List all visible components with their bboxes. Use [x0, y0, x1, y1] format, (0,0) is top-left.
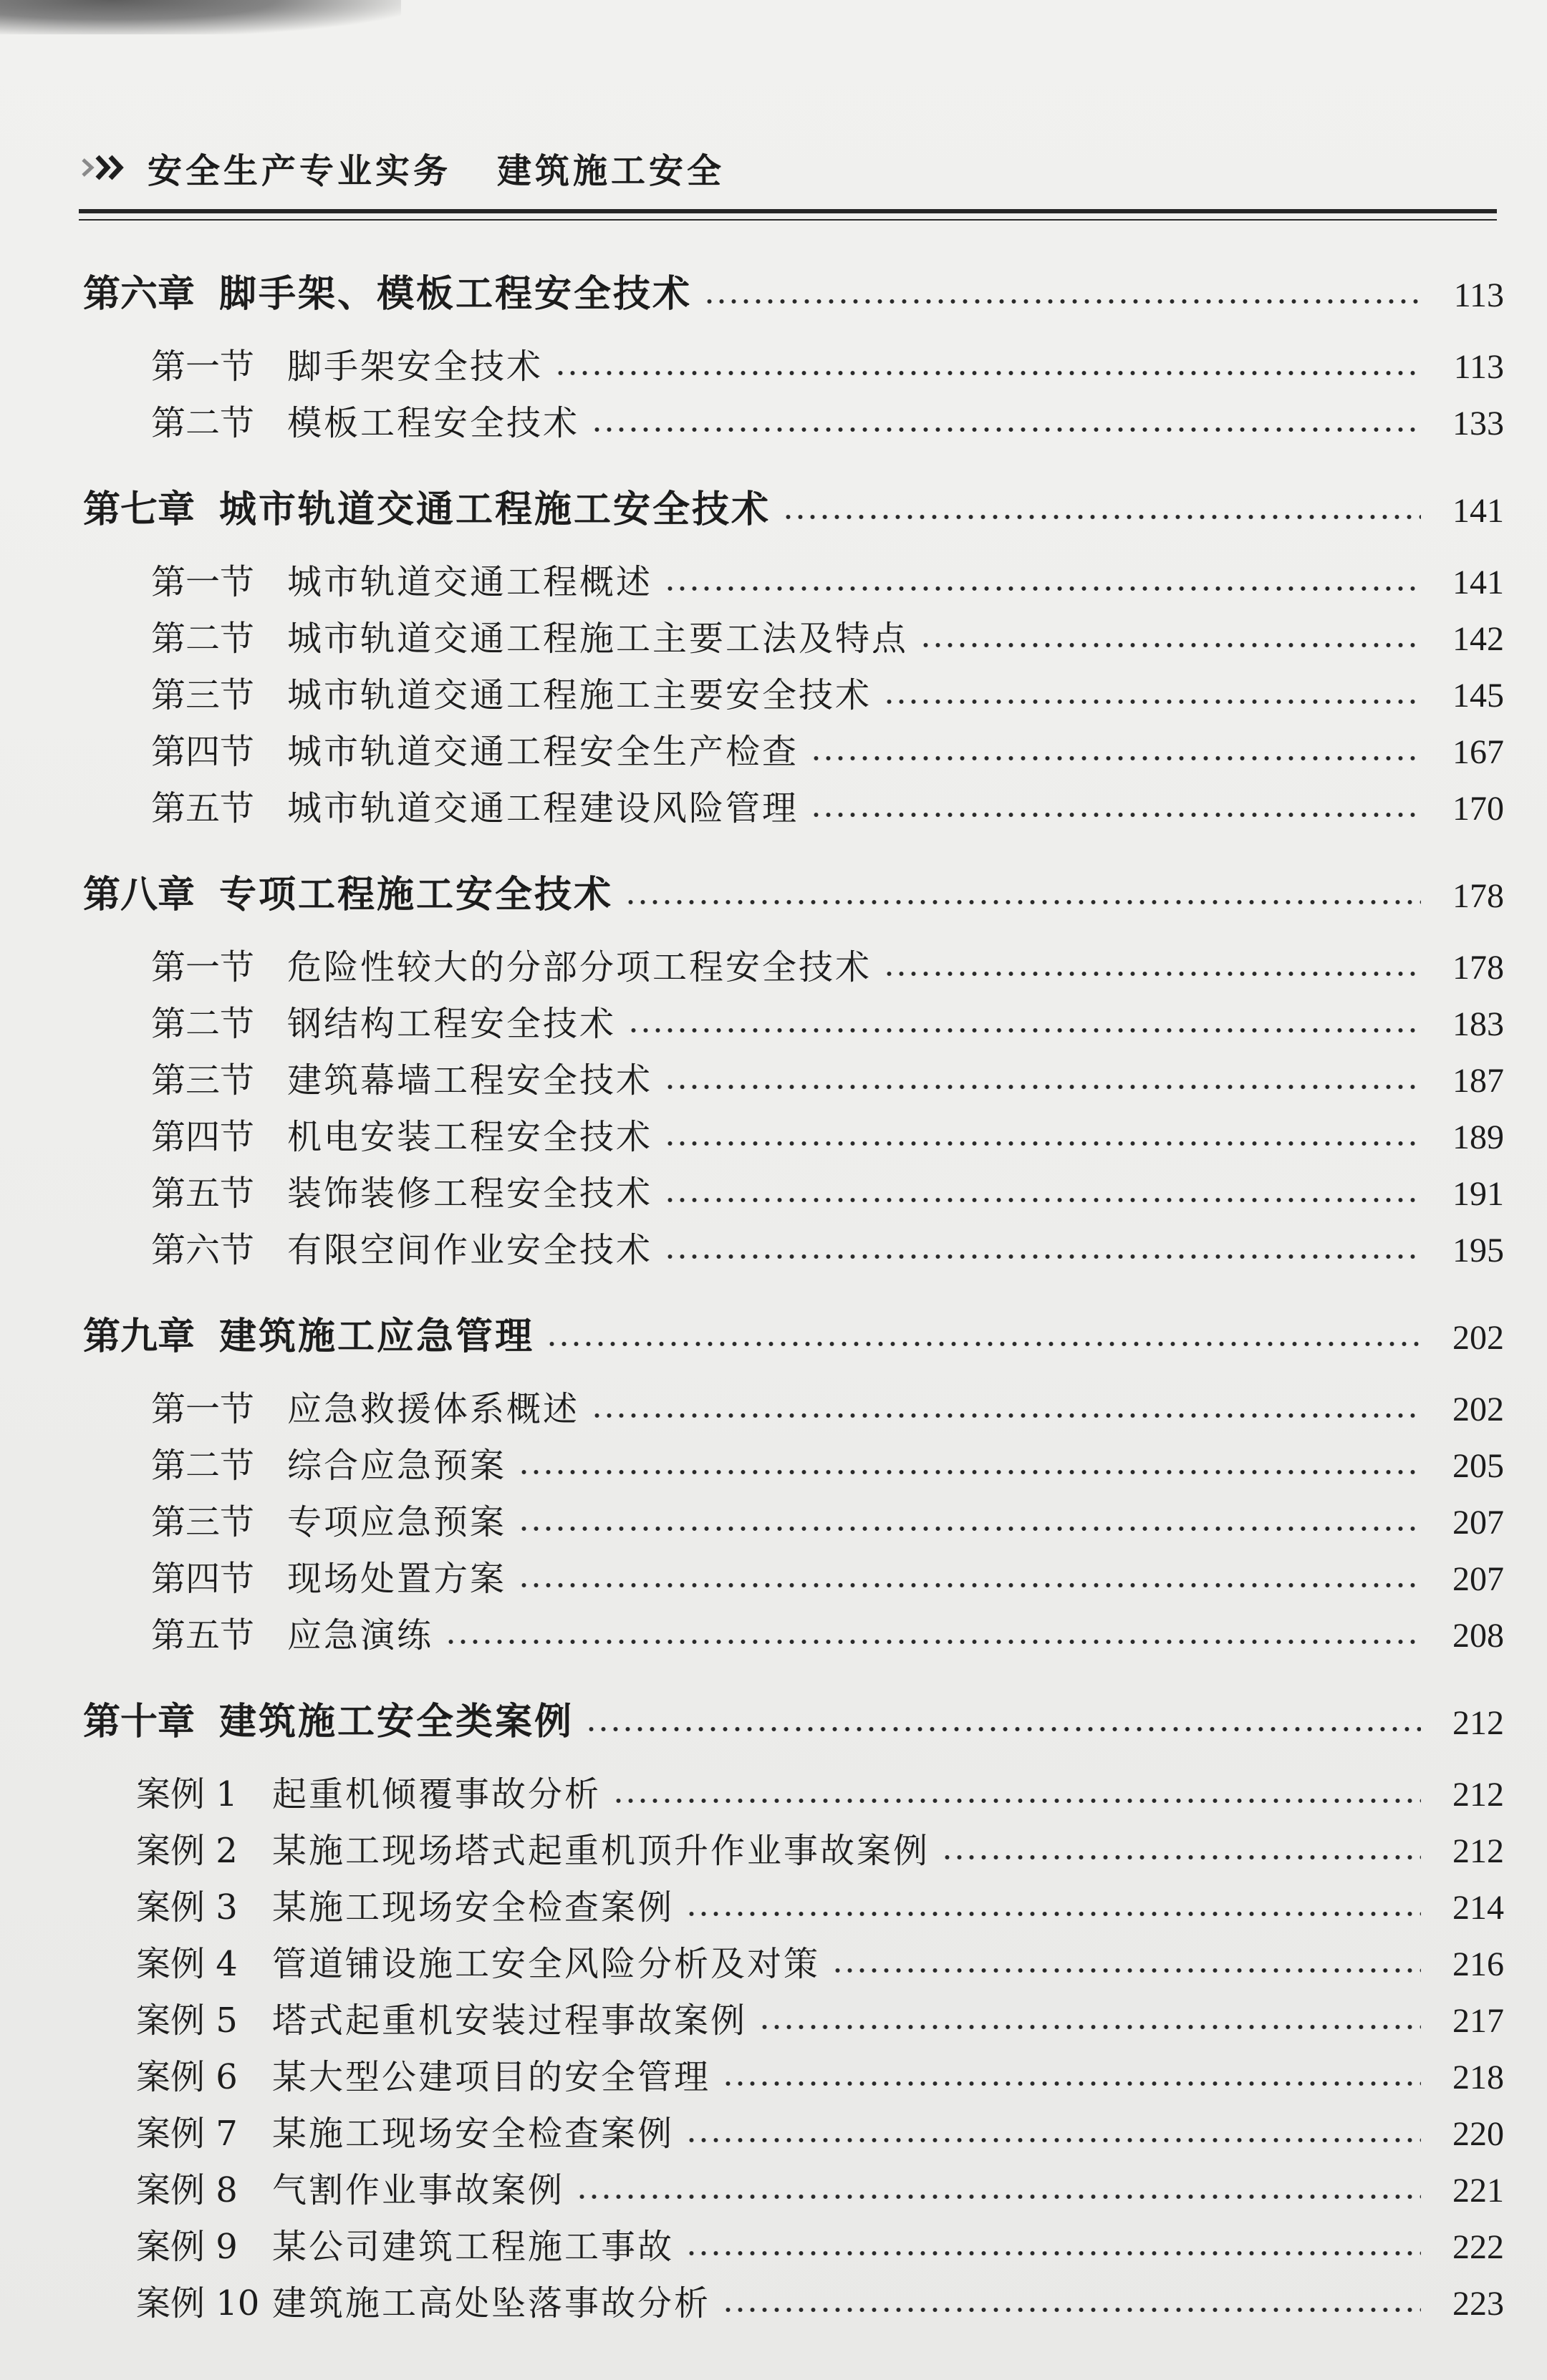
- toc-section-row: [0, 1494, 1504, 1551]
- section-label: 第六节: [151, 1230, 255, 1270]
- section-title: 应急救援体系概述: [287, 1389, 580, 1429]
- dot-leader: [625, 897, 1421, 907]
- section-title: 现场处置方案: [287, 1559, 507, 1599]
- case-label: 案例 10: [136, 2283, 260, 2323]
- dot-leader: [810, 753, 1421, 763]
- toc-section-row: [0, 939, 1504, 996]
- toc-section-row: [0, 554, 1504, 611]
- toc-section-row: [0, 1438, 1504, 1494]
- toc-case-row: [0, 1880, 1504, 1936]
- toc-case-row: [0, 2049, 1504, 2106]
- toc-section-row: [0, 1551, 1504, 1607]
- case-title: 某施工现场塔式起重机顶升作业事故案例: [272, 1831, 930, 1871]
- case-label: 案例 3: [136, 1887, 238, 1927]
- case-title: 某公司建筑工程施工事故: [272, 2227, 675, 2267]
- section-title: 钢结构工程安全技术: [287, 1004, 617, 1044]
- page-number: 212: [1452, 1832, 1504, 1870]
- page-number: 223: [1452, 2285, 1504, 2323]
- section-title: 城市轨道交通工程概述: [287, 562, 653, 602]
- page-number: 212: [1452, 1776, 1504, 1814]
- dot-leader: [685, 2248, 1421, 2258]
- toc-section-row: [0, 996, 1504, 1053]
- section-title: 危险性较大的分部分项工程安全技术: [287, 947, 872, 987]
- toc-chapter-row: [0, 482, 1504, 538]
- chapter-title: 建筑施工安全类案例: [219, 1701, 574, 1743]
- toc-case-row: [0, 2219, 1504, 2275]
- case-title: 建筑施工高处坠落事故分析: [272, 2283, 711, 2323]
- page-number: 202: [1452, 1319, 1504, 1357]
- toc-case-row: [0, 1823, 1504, 1880]
- section-label: 第三节: [151, 1502, 255, 1542]
- section-title: 模板工程安全技术: [287, 403, 580, 443]
- dot-leader: [664, 1138, 1421, 1148]
- chapter-label: 第九章: [83, 1315, 196, 1358]
- dot-leader: [883, 969, 1421, 979]
- toc-section-row: [0, 1109, 1504, 1166]
- page-number: 170: [1452, 790, 1504, 828]
- case-label: 案例 2: [136, 1831, 238, 1871]
- page-number: 142: [1452, 620, 1504, 658]
- page-number: 221: [1452, 2172, 1504, 2210]
- section-title: 机电安装工程安全技术: [287, 1117, 653, 1157]
- dot-leader: [627, 1025, 1421, 1035]
- dot-leader: [941, 1852, 1421, 1862]
- dot-leader: [546, 1339, 1421, 1349]
- page-number: 113: [1453, 276, 1504, 314]
- chapter-title: 专项工程施工安全技术: [219, 874, 614, 916]
- chapter-title: 脚手架、模板工程安全技术: [219, 273, 693, 316]
- toc-section-row: [0, 1222, 1504, 1279]
- page-number: 178: [1452, 877, 1504, 915]
- toc-chapter-row: [0, 1694, 1504, 1751]
- page-number: 167: [1452, 733, 1504, 771]
- dot-leader: [920, 640, 1421, 650]
- page-number: 214: [1452, 1889, 1504, 1927]
- dot-leader: [612, 1796, 1421, 1806]
- dot-leader: [664, 1252, 1421, 1262]
- case-title: 起重机倾覆事故分析: [272, 1774, 602, 1814]
- dot-leader: [445, 1637, 1421, 1647]
- toc-case-row: [0, 2275, 1504, 2332]
- section-title: 城市轨道交通工程建设风险管理: [287, 788, 799, 828]
- page-number: 220: [1452, 2115, 1504, 2153]
- toc-section-row: [0, 339, 1504, 395]
- toc-case-row: [0, 1993, 1504, 2049]
- dot-leader: [810, 810, 1421, 820]
- section-title: 城市轨道交通工程施工主要安全技术: [287, 675, 872, 715]
- dot-leader: [664, 584, 1421, 594]
- case-label: 案例 9: [136, 2227, 238, 2267]
- toc-chapter-row: [0, 266, 1504, 323]
- chapter-title: 建筑施工应急管理: [219, 1315, 535, 1358]
- finger-shadow: [0, 0, 401, 34]
- page-number: 141: [1452, 563, 1504, 601]
- table-of-contents: [0, 266, 1504, 2332]
- dot-leader: [585, 1724, 1421, 1734]
- page-number: 208: [1452, 1617, 1504, 1655]
- dot-leader: [664, 1195, 1421, 1205]
- toc-chapter-row: [0, 867, 1504, 924]
- toc-section-row: [0, 1166, 1504, 1222]
- dot-leader: [685, 2135, 1421, 2145]
- page-number: 189: [1452, 1118, 1504, 1156]
- dot-leader: [664, 1082, 1421, 1092]
- case-title: 气割作业事故案例: [272, 2170, 565, 2210]
- page-number: 191: [1452, 1175, 1504, 1213]
- section-label: 第一节: [151, 1389, 255, 1429]
- toc-section-row: [0, 780, 1504, 837]
- toc-case-row: [0, 1766, 1504, 1823]
- case-title: 某施工现场安全检查案例: [272, 2114, 675, 2154]
- section-label: 第三节: [151, 1060, 255, 1100]
- dot-leader: [685, 1909, 1421, 1919]
- dot-leader: [832, 1965, 1421, 1975]
- section-label: 第四节: [151, 1559, 255, 1599]
- dot-leader: [554, 368, 1421, 378]
- case-title: 某施工现场安全检查案例: [272, 1887, 675, 1927]
- page-number: 222: [1452, 2228, 1504, 2266]
- page-number: 113: [1453, 348, 1504, 386]
- chapter-label: 第十章: [83, 1701, 196, 1743]
- chapter-label: 第六章: [83, 273, 196, 316]
- chapter-label: 第八章: [83, 874, 196, 916]
- page-number: 178: [1452, 949, 1504, 987]
- dot-leader: [758, 2022, 1421, 2032]
- page-number: 218: [1452, 2059, 1504, 2096]
- page-number: 195: [1452, 1232, 1504, 1269]
- dot-leader: [518, 1524, 1421, 1534]
- case-title: 管道铺设施工安全风险分析及对策: [272, 1944, 821, 1984]
- book-subtitle: 建筑施工安全: [497, 150, 726, 191]
- dot-leader: [518, 1467, 1421, 1477]
- case-label: 案例 1: [136, 1774, 238, 1814]
- section-title: 专项应急预案: [287, 1502, 507, 1542]
- toc-section-row: [0, 667, 1504, 724]
- section-title: 建筑幕墙工程安全技术: [287, 1060, 653, 1100]
- chapter-label: 第七章: [83, 488, 196, 531]
- page-number: 216: [1452, 1945, 1504, 1983]
- header-rule-thick: [79, 209, 1497, 213]
- running-header: [79, 137, 725, 198]
- header-rule-thin: [79, 219, 1497, 221]
- section-title: 综合应急预案: [287, 1446, 507, 1486]
- section-label: 第三节: [151, 675, 255, 715]
- dot-leader: [722, 2305, 1421, 2315]
- toc-chapter-row: [0, 1309, 1504, 1365]
- page-number: 187: [1452, 1062, 1504, 1100]
- section-label: 第一节: [151, 562, 255, 602]
- section-title: 城市轨道交通工程施工主要工法及特点: [287, 619, 909, 659]
- toc-section-row: [0, 611, 1504, 667]
- section-title: 有限空间作业安全技术: [287, 1230, 653, 1270]
- toc-section-row: [0, 1607, 1504, 1664]
- case-label: 案例 7: [136, 2114, 238, 2154]
- dot-leader: [591, 1411, 1421, 1421]
- dot-leader: [703, 296, 1421, 306]
- chapter-title: 城市轨道交通工程施工安全技术: [219, 488, 771, 531]
- case-label: 案例 8: [136, 2170, 238, 2210]
- toc-section-row: [0, 1381, 1504, 1438]
- page-number: 212: [1452, 1704, 1504, 1742]
- section-label: 第一节: [151, 947, 255, 987]
- case-title: 某大型公建项目的安全管理: [272, 2057, 711, 2097]
- case-label: 案例 5: [136, 2001, 238, 2041]
- page-number: 207: [1452, 1504, 1504, 1542]
- book-title: 安全生产专业实务: [148, 150, 452, 191]
- page-number: 207: [1452, 1560, 1504, 1598]
- dot-leader: [782, 512, 1421, 522]
- case-title: 塔式起重机安装过程事故案例: [272, 2001, 748, 2041]
- section-title: 装饰装修工程安全技术: [287, 1174, 653, 1214]
- section-label: 第四节: [151, 732, 255, 772]
- section-label: 第二节: [151, 1004, 255, 1044]
- dot-leader: [883, 697, 1421, 707]
- section-title: 应急演练: [287, 1615, 434, 1655]
- section-label: 第二节: [151, 619, 255, 659]
- page-number: 141: [1452, 492, 1504, 530]
- section-label: 第四节: [151, 1117, 255, 1157]
- dot-leader: [591, 425, 1421, 435]
- case-label: 案例 4: [136, 1944, 238, 1984]
- case-label: 案例 6: [136, 2057, 238, 2097]
- dot-leader: [518, 1580, 1421, 1590]
- toc-case-row: [0, 1936, 1504, 1993]
- dot-leader: [576, 2192, 1421, 2202]
- section-label: 第二节: [151, 403, 255, 443]
- toc-case-row: [0, 2162, 1504, 2219]
- page-number: 133: [1452, 405, 1504, 442]
- section-label: 第五节: [151, 1174, 255, 1214]
- page-number: 205: [1452, 1447, 1504, 1485]
- toc-case-row: [0, 2106, 1504, 2162]
- dot-leader: [722, 2079, 1421, 2089]
- double-chevron-right-icon: [79, 150, 132, 185]
- page-number: 183: [1452, 1005, 1504, 1043]
- page-number: 217: [1452, 2002, 1504, 2040]
- section-label: 第一节: [151, 347, 255, 387]
- section-label: 第五节: [151, 788, 255, 828]
- toc-section-row: [0, 1053, 1504, 1109]
- section-title: 城市轨道交通工程安全生产检查: [287, 732, 799, 772]
- section-label: 第五节: [151, 1615, 255, 1655]
- page-number: 145: [1452, 677, 1504, 715]
- toc-section-row: [0, 395, 1504, 452]
- section-title: 脚手架安全技术: [287, 347, 544, 387]
- page-number: 202: [1452, 1390, 1504, 1428]
- toc-section-row: [0, 724, 1504, 780]
- section-label: 第二节: [151, 1446, 255, 1486]
